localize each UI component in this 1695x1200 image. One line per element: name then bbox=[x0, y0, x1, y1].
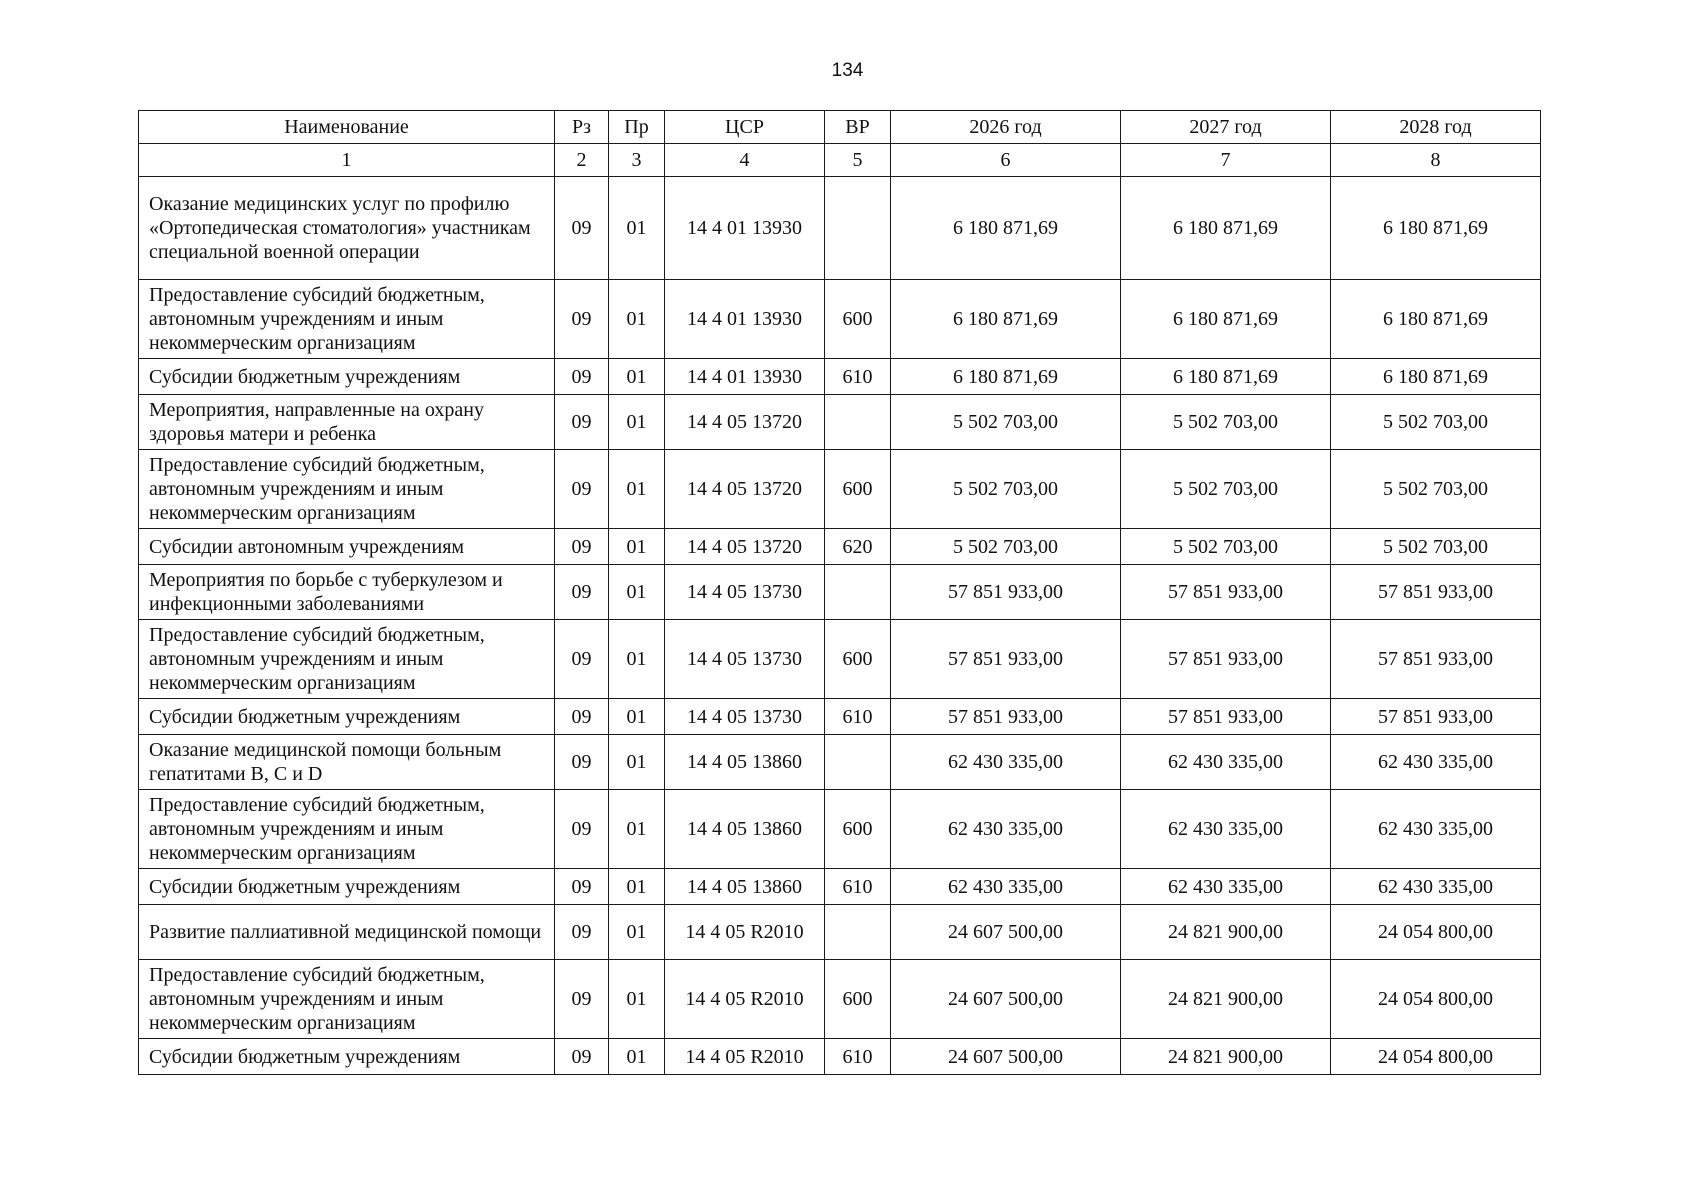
header-row bbox=[139, 111, 1541, 144]
cell-rz: 09 bbox=[555, 960, 609, 1039]
cell-rz: 09 bbox=[555, 869, 609, 905]
cell-rz: 09 bbox=[555, 177, 609, 280]
cell-2026: 5 502 703,00 bbox=[891, 529, 1121, 565]
cell-pr: 01 bbox=[609, 529, 665, 565]
cell-vr bbox=[825, 565, 891, 620]
cell-2026: 57 851 933,00 bbox=[891, 699, 1121, 735]
budget-table bbox=[138, 110, 1541, 1075]
header-name: Наименование bbox=[139, 111, 555, 144]
cell-csr: 14 4 05 R2010 bbox=[665, 960, 825, 1039]
table-row bbox=[139, 735, 1541, 790]
cell-rz: 09 bbox=[555, 565, 609, 620]
column-number: 7 bbox=[1121, 144, 1331, 177]
table-row bbox=[139, 280, 1541, 359]
cell-rz: 09 bbox=[555, 1039, 609, 1075]
cell-rz: 09 bbox=[555, 280, 609, 359]
cell-csr: 14 4 05 13860 bbox=[665, 869, 825, 905]
cell-csr: 14 4 01 13930 bbox=[665, 177, 825, 280]
cell-pr: 01 bbox=[609, 177, 665, 280]
cell-csr: 14 4 05 13720 bbox=[665, 529, 825, 565]
cell-csr: 14 4 05 R2010 bbox=[665, 1039, 825, 1075]
cell-name: Предоставление субсидий бюджетным, автономным учреждениям и иным некоммерческим организациям bbox=[139, 960, 555, 1039]
table-row bbox=[139, 620, 1541, 699]
cell-2028: 24 054 800,00 bbox=[1331, 960, 1541, 1039]
cell-2028: 62 430 335,00 bbox=[1331, 735, 1541, 790]
cell-2027: 24 821 900,00 bbox=[1121, 905, 1331, 960]
cell-2026: 62 430 335,00 bbox=[891, 790, 1121, 869]
cell-csr: 14 4 05 13720 bbox=[665, 395, 825, 450]
table-row bbox=[139, 699, 1541, 735]
column-number: 8 bbox=[1331, 144, 1541, 177]
cell-2027: 62 430 335,00 bbox=[1121, 869, 1331, 905]
cell-rz: 09 bbox=[555, 735, 609, 790]
column-number-row bbox=[139, 144, 1541, 177]
table-row bbox=[139, 359, 1541, 395]
cell-pr: 01 bbox=[609, 790, 665, 869]
cell-pr: 01 bbox=[609, 699, 665, 735]
cell-csr: 14 4 05 13730 bbox=[665, 699, 825, 735]
cell-2026: 62 430 335,00 bbox=[891, 735, 1121, 790]
cell-2027: 24 821 900,00 bbox=[1121, 1039, 1331, 1075]
cell-2027: 6 180 871,69 bbox=[1121, 359, 1331, 395]
table-row bbox=[139, 960, 1541, 1039]
cell-pr: 01 bbox=[609, 905, 665, 960]
cell-name: Предоставление субсидий бюджетным, автономным учреждениям и иным некоммерческим организациям bbox=[139, 620, 555, 699]
cell-name: Мероприятия, направленные на охрану здоровья матери и ребенка bbox=[139, 395, 555, 450]
table-row bbox=[139, 450, 1541, 529]
table-row bbox=[139, 869, 1541, 905]
cell-2027: 6 180 871,69 bbox=[1121, 280, 1331, 359]
cell-csr: 14 4 05 13860 bbox=[665, 790, 825, 869]
cell-name: Субсидии бюджетным учреждениям bbox=[139, 359, 555, 395]
table-row bbox=[139, 529, 1541, 565]
cell-pr: 01 bbox=[609, 1039, 665, 1075]
cell-2026: 24 607 500,00 bbox=[891, 905, 1121, 960]
cell-2028: 57 851 933,00 bbox=[1331, 699, 1541, 735]
cell-2028: 5 502 703,00 bbox=[1331, 450, 1541, 529]
table-row bbox=[139, 565, 1541, 620]
cell-2028: 57 851 933,00 bbox=[1331, 620, 1541, 699]
cell-rz: 09 bbox=[555, 529, 609, 565]
cell-vr bbox=[825, 735, 891, 790]
cell-2026: 5 502 703,00 bbox=[891, 395, 1121, 450]
cell-name: Субсидии бюджетным учреждениям bbox=[139, 699, 555, 735]
cell-pr: 01 bbox=[609, 960, 665, 1039]
cell-2027: 5 502 703,00 bbox=[1121, 529, 1331, 565]
cell-pr: 01 bbox=[609, 620, 665, 699]
cell-name: Предоставление субсидий бюджетным, автономным учреждениям и иным некоммерческим организациям bbox=[139, 280, 555, 359]
cell-vr bbox=[825, 395, 891, 450]
cell-pr: 01 bbox=[609, 395, 665, 450]
cell-name: Оказание медицинских услуг по профилю «Ортопедическая стоматология» участникам специальной военной операции bbox=[139, 177, 555, 280]
header-vr: ВР bbox=[825, 111, 891, 144]
cell-vr: 610 bbox=[825, 1039, 891, 1075]
table-row bbox=[139, 395, 1541, 450]
cell-2026: 6 180 871,69 bbox=[891, 177, 1121, 280]
cell-2028: 57 851 933,00 bbox=[1331, 565, 1541, 620]
cell-2026: 5 502 703,00 bbox=[891, 450, 1121, 529]
column-number: 1 bbox=[139, 144, 555, 177]
cell-vr: 610 bbox=[825, 359, 891, 395]
cell-2027: 57 851 933,00 bbox=[1121, 699, 1331, 735]
table-row bbox=[139, 177, 1541, 280]
cell-pr: 01 bbox=[609, 735, 665, 790]
cell-name: Субсидии автономным учреждениям bbox=[139, 529, 555, 565]
cell-2026: 24 607 500,00 bbox=[891, 1039, 1121, 1075]
cell-2028: 24 054 800,00 bbox=[1331, 905, 1541, 960]
cell-2026: 62 430 335,00 bbox=[891, 869, 1121, 905]
cell-2028: 6 180 871,69 bbox=[1331, 359, 1541, 395]
cell-2027: 24 821 900,00 bbox=[1121, 960, 1331, 1039]
cell-2027: 57 851 933,00 bbox=[1121, 565, 1331, 620]
page-number: 134 bbox=[831, 60, 864, 81]
header-pr: Пр bbox=[609, 111, 665, 144]
cell-2028: 6 180 871,69 bbox=[1331, 177, 1541, 280]
cell-csr: 14 4 05 13720 bbox=[665, 450, 825, 529]
cell-rz: 09 bbox=[555, 359, 609, 395]
cell-rz: 09 bbox=[555, 905, 609, 960]
column-number: 2 bbox=[555, 144, 609, 177]
table-row bbox=[139, 1039, 1541, 1075]
header-2027: 2027 год bbox=[1121, 111, 1331, 144]
cell-csr: 14 4 05 13730 bbox=[665, 620, 825, 699]
cell-vr: 600 bbox=[825, 960, 891, 1039]
column-number: 5 bbox=[825, 144, 891, 177]
cell-vr: 610 bbox=[825, 699, 891, 735]
cell-2028: 6 180 871,69 bbox=[1331, 280, 1541, 359]
header-rz: Рз bbox=[555, 111, 609, 144]
cell-2027: 5 502 703,00 bbox=[1121, 450, 1331, 529]
cell-pr: 01 bbox=[609, 869, 665, 905]
cell-rz: 09 bbox=[555, 699, 609, 735]
cell-vr bbox=[825, 905, 891, 960]
header-csr: ЦСР bbox=[665, 111, 825, 144]
cell-vr: 600 bbox=[825, 790, 891, 869]
cell-csr: 14 4 05 R2010 bbox=[665, 905, 825, 960]
cell-pr: 01 bbox=[609, 565, 665, 620]
cell-vr bbox=[825, 177, 891, 280]
cell-2026: 6 180 871,69 bbox=[891, 280, 1121, 359]
cell-csr: 14 4 01 13930 bbox=[665, 280, 825, 359]
cell-vr: 600 bbox=[825, 620, 891, 699]
cell-2027: 57 851 933,00 bbox=[1121, 620, 1331, 699]
cell-vr: 600 bbox=[825, 450, 891, 529]
cell-name: Предоставление субсидий бюджетным, автономным учреждениям и иным некоммерческим организациям bbox=[139, 790, 555, 869]
cell-2027: 62 430 335,00 bbox=[1121, 790, 1331, 869]
cell-2027: 62 430 335,00 bbox=[1121, 735, 1331, 790]
cell-vr: 610 bbox=[825, 869, 891, 905]
cell-2026: 57 851 933,00 bbox=[891, 620, 1121, 699]
cell-name: Развитие паллиативной медицинской помощи bbox=[139, 905, 555, 960]
cell-2027: 6 180 871,69 bbox=[1121, 177, 1331, 280]
cell-2028: 5 502 703,00 bbox=[1331, 395, 1541, 450]
cell-2028: 62 430 335,00 bbox=[1331, 790, 1541, 869]
cell-vr: 620 bbox=[825, 529, 891, 565]
cell-rz: 09 bbox=[555, 450, 609, 529]
cell-2026: 6 180 871,69 bbox=[891, 359, 1121, 395]
cell-2028: 5 502 703,00 bbox=[1331, 529, 1541, 565]
cell-name: Предоставление субсидий бюджетным, автономным учреждениям и иным некоммерческим организациям bbox=[139, 450, 555, 529]
cell-name: Субсидии бюджетным учреждениям bbox=[139, 869, 555, 905]
header-2028: 2028 год bbox=[1331, 111, 1541, 144]
cell-csr: 14 4 01 13930 bbox=[665, 359, 825, 395]
cell-pr: 01 bbox=[609, 359, 665, 395]
column-number: 3 bbox=[609, 144, 665, 177]
cell-rz: 09 bbox=[555, 395, 609, 450]
column-number: 4 bbox=[665, 144, 825, 177]
cell-csr: 14 4 05 13860 bbox=[665, 735, 825, 790]
cell-2028: 62 430 335,00 bbox=[1331, 869, 1541, 905]
column-number: 6 bbox=[891, 144, 1121, 177]
cell-2028: 24 054 800,00 bbox=[1331, 1039, 1541, 1075]
cell-vr: 600 bbox=[825, 280, 891, 359]
table-row bbox=[139, 905, 1541, 960]
cell-rz: 09 bbox=[555, 620, 609, 699]
cell-rz: 09 bbox=[555, 790, 609, 869]
cell-pr: 01 bbox=[609, 450, 665, 529]
cell-csr: 14 4 05 13730 bbox=[665, 565, 825, 620]
cell-name: Субсидии бюджетным учреждениям bbox=[139, 1039, 555, 1075]
cell-2026: 57 851 933,00 bbox=[891, 565, 1121, 620]
cell-name: Мероприятия по борьбе с туберкулезом и инфекционными заболеваниями bbox=[139, 565, 555, 620]
header-2026: 2026 год bbox=[891, 111, 1121, 144]
cell-2027: 5 502 703,00 bbox=[1121, 395, 1331, 450]
cell-name: Оказание медицинской помощи больным гепатитами B, C и D bbox=[139, 735, 555, 790]
table-row bbox=[139, 790, 1541, 869]
cell-pr: 01 bbox=[609, 280, 665, 359]
cell-2026: 24 607 500,00 bbox=[891, 960, 1121, 1039]
